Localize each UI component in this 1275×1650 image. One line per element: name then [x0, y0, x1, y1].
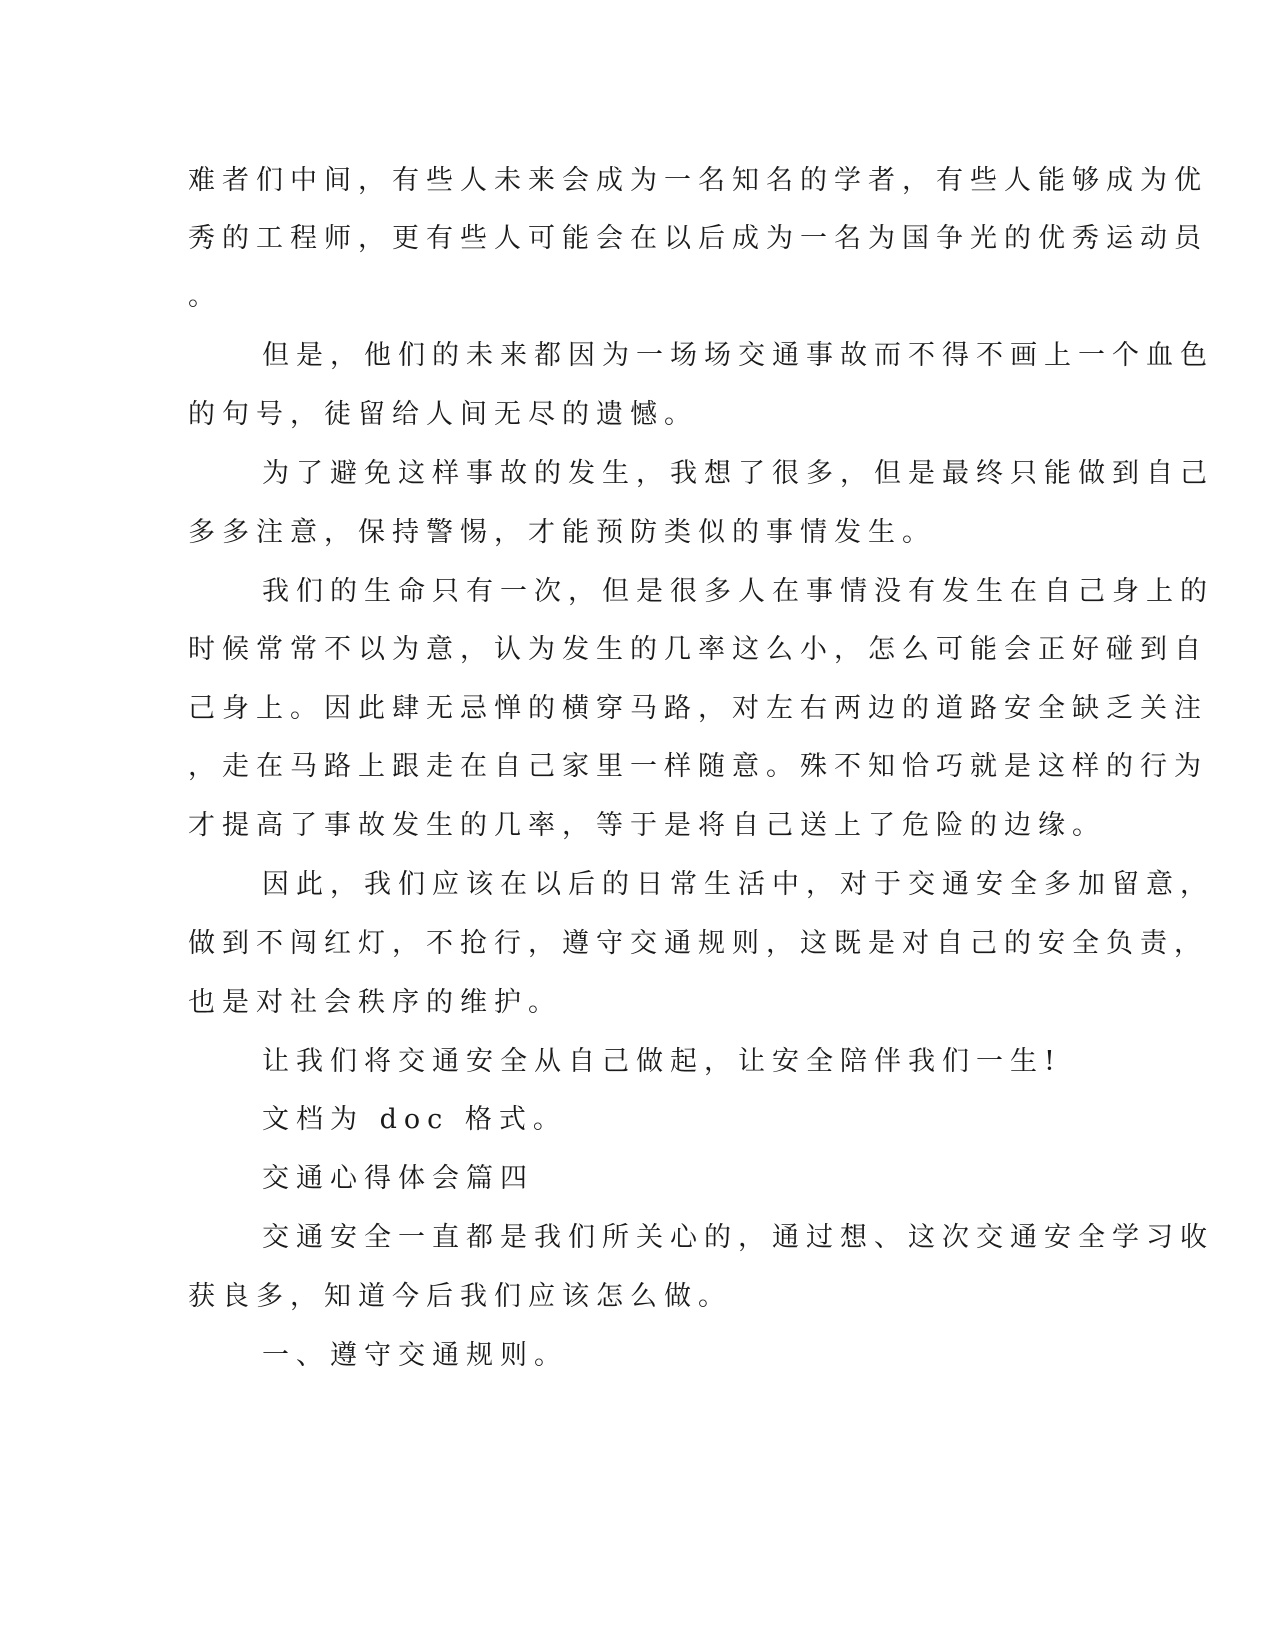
text-line: 因此，我们应该在以后的日常生活中，对于交通安全多加留意，: [262, 869, 1214, 900]
section-heading: 交通心得体会篇四: [262, 1163, 534, 1194]
text-line: 但是，他们的未来都因为一场场交通事故而不得不画上一个血色: [262, 340, 1214, 371]
text-line: 难者们中间，有些人未来会成为一名知名的学者，有些人能够成为优: [188, 165, 1208, 196]
text-line: 为了避免这样事故的发生，我想了很多，但是最终只能做到自己: [262, 458, 1214, 489]
text-line: 秀的工程师，更有些人可能会在以后成为一名为国争光的优秀运动员: [188, 223, 1208, 254]
text-line: 时候常常不以为意，认为发生的几率这么小，怎么可能会正好碰到自: [188, 634, 1208, 665]
text-line: 才提高了事故发生的几率，等于是将自己送上了危险的边缘。: [188, 810, 1106, 841]
text-line: 。: [188, 281, 222, 312]
text-line: 我们的生命只有一次，但是很多人在事情没有发生在自己身上的: [262, 576, 1214, 607]
text-line: 让我们将交通安全从自己做起，让安全陪伴我们一生!: [262, 1046, 1062, 1077]
text-line: 己身上。因此肆无忌惮的横穿马路，对左右两边的道路安全缺乏关注: [188, 693, 1208, 724]
text-line: ，走在马路上跟走在自己家里一样随意。殊不知恰巧就是这样的行为: [188, 751, 1208, 782]
text-line: 交通安全一直都是我们所关心的，通过想、这次交通安全学习收: [262, 1222, 1214, 1253]
text-line: 获良多，知道今后我们应该怎么做。: [188, 1281, 732, 1312]
text-line: 的句号，徒留给人间无尽的遗憾。: [188, 399, 698, 430]
text-line: 文档为 doc 格式。: [262, 1104, 567, 1135]
text-line: 一、遵守交通规则。: [262, 1340, 568, 1371]
text-line: 多多注意，保持警惕，才能预防类似的事情发生。: [188, 517, 936, 548]
text-line: 做到不闯红灯，不抢行，遵守交通规则，这既是对自己的安全负责，: [188, 928, 1208, 959]
text-line: 也是对社会秩序的维护。: [188, 987, 562, 1018]
